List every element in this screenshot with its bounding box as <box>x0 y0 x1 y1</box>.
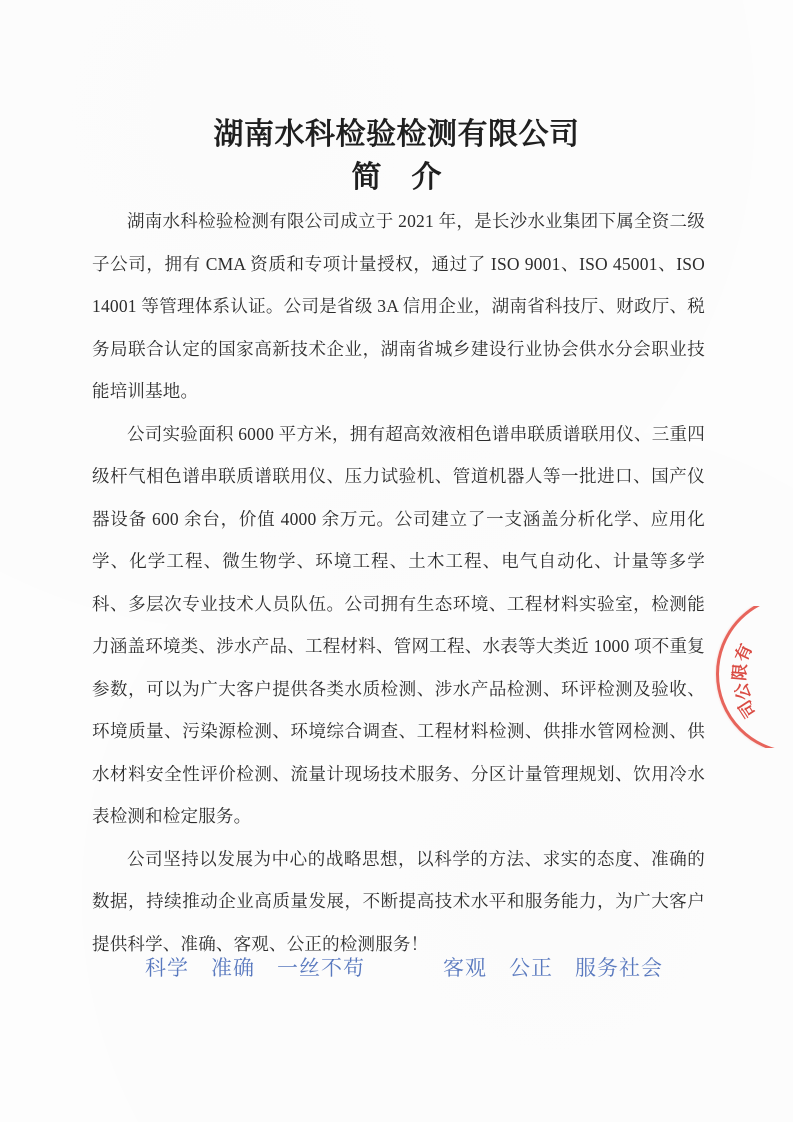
paragraph-commitment: 公司坚持以发展为中心的战略思想，以科学的方法、求实的态度、准确的数据，持续推动企业高质量发展，不断提高技术水平和服务能力，为广大客户提供科学、准确、客观、公正的检测服务！ <box>92 848 705 954</box>
paragraph-company-overview: 湖南水科检验检测有限公司成立于 2021 年，是长沙水业集团下属全资二级子公司，拥有 CMA 资质和专项计量授权，通过了 ISO 9001、ISO 45001、ISO 14001 等管理体系认证。公司是省级 3A 信用企业，湖南省科技厅、财政厅、税务局联合认定的国家高新技术企业，湖南省城乡建设行业协会供水分会职业技能培训基地。 <box>92 211 705 401</box>
slogan-line <box>0 948 793 984</box>
seal-text-char: 限 <box>729 662 751 682</box>
document-body <box>92 200 705 965</box>
slogan-right-text: 客观 公正 服务社会 <box>443 956 663 980</box>
slogan-left-text: 科学 准确 一丝不苟 <box>145 956 365 980</box>
seal-ring-icon <box>716 606 793 748</box>
seal-text-char: 公 <box>731 680 755 703</box>
document-subtitle: 简 介 <box>351 161 442 194</box>
document-title: 湖南水科检验检测有限公司 <box>213 118 580 151</box>
paragraph-capabilities: 公司实验面积 6000 平方米，拥有超高效液相色谱串联质谱联用仪、三重四级杆气相色谱串联质谱联用仪、压力试验机、管道机器人等一批进口、国产仪器设备 600 余台，价值 4000 余万元。公司建立了一支涵盖分析化学、应用化学、化学工程、微生物学、环境工程、土木工程、电气自动化、计量等多学科、多层次专业技术人员队伍。公司拥有生态环境、工程材料实验室，检测能力涵盖环境类、涉水产品、工程材料、管网工程、水表等大类近 1000 项不重复参数，可以为广大客户提供各类水质检测、涉水产品检测、环评检测及验收、环境质量、污染源检测、环境综合调查、工程材料检测、供排水管网检测、供水材料安全性评价检测、流量计现场技术服务、分区计量管理规划、饮用冷水表检测和检定服务。 <box>92 423 705 826</box>
company-seal-stamp <box>700 606 793 748</box>
seal-text-char: 司 <box>735 696 761 722</box>
seal-text-char: 有 <box>731 641 757 665</box>
